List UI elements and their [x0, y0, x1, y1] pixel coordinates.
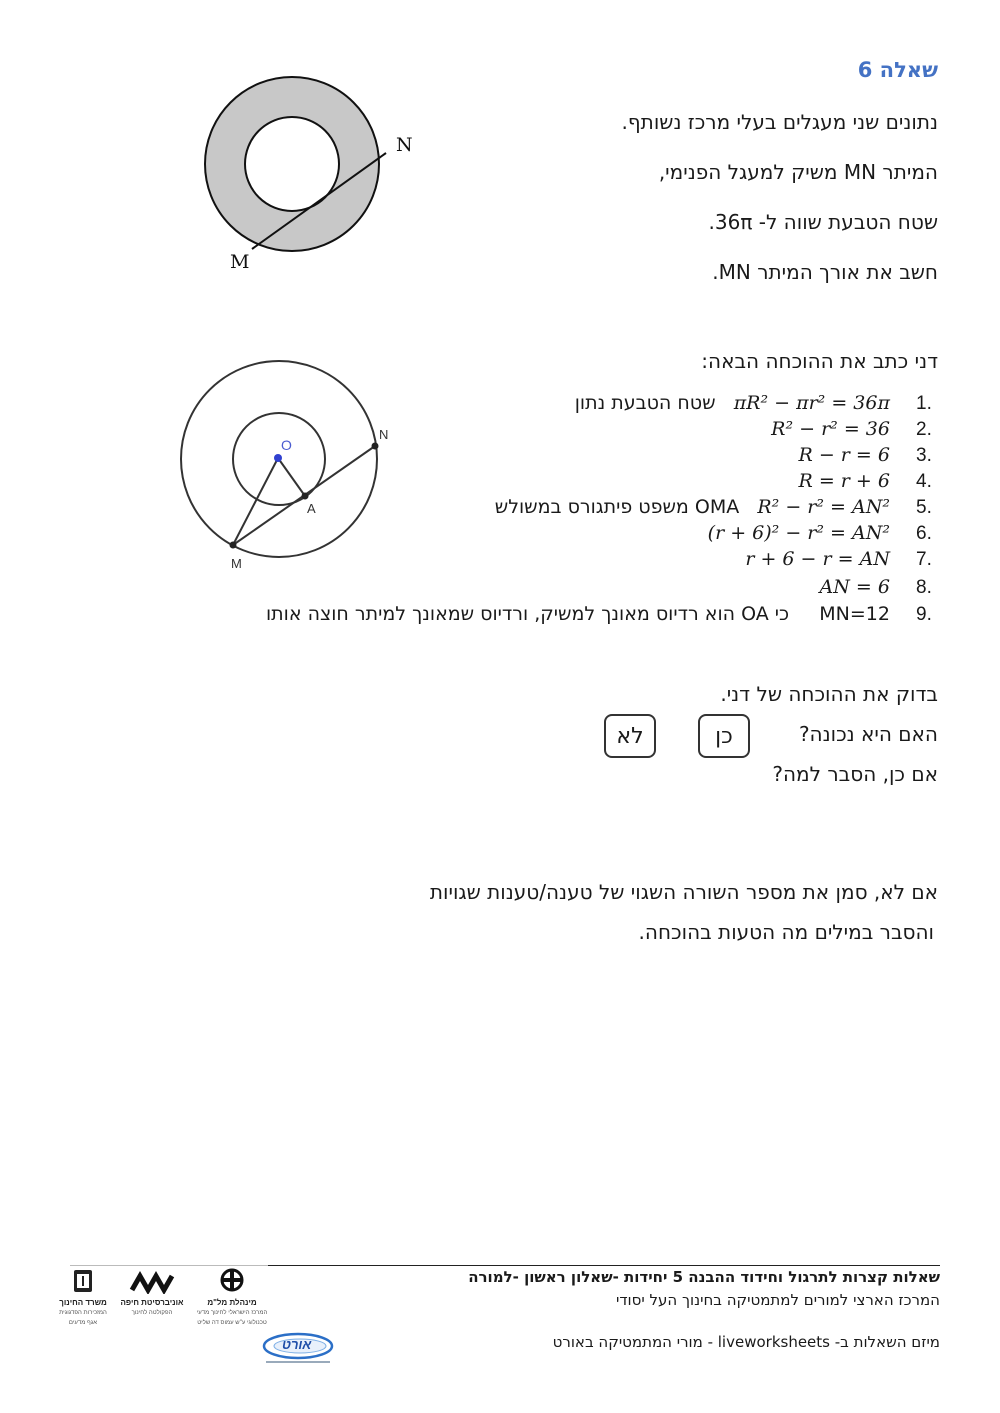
- label-n: N: [396, 134, 413, 156]
- malam-icon: [196, 1268, 268, 1294]
- ort-logo: אורט: [260, 1328, 336, 1370]
- if-no-prompt-2: והסבר במילים מה הטעות בהוכחה.: [638, 920, 934, 944]
- if-no-prompt-1: אם לא, סמן את מספר השורה השגוי של טענה/טענות שגויות: [429, 880, 938, 904]
- label-a: A: [307, 501, 316, 516]
- footer-divider-left: [70, 1265, 268, 1266]
- ministry-logo: משרד החינוך המזכירות הפדגוגית אגף מדעים: [55, 1268, 111, 1328]
- footer-divider: [268, 1265, 940, 1266]
- footer-project: מיזם השאלות ב- liveworksheets - מורי המתמטיקה באורט: [552, 1333, 940, 1351]
- label-m: M: [231, 556, 242, 571]
- point-o: [274, 454, 282, 462]
- proof-step: R = r + 6 4.: [798, 470, 932, 492]
- proof-step: שטח הטבעת נתון πR² − πr² = 36π 1.: [574, 392, 932, 414]
- point-m: [230, 542, 237, 549]
- malam-logo: מינהלת מל"מ המרכז הישראלי לחינוך מדעי טכנולוגי ע"ש עמוס דה שליט: [196, 1268, 268, 1328]
- question-line-4: חשב את אורך המיתר MN.: [712, 260, 938, 284]
- annulus-figure: [190, 75, 430, 275]
- proof-intro: דני כתב את ההוכחה הבאה:: [701, 349, 938, 373]
- no-button[interactable]: לא: [604, 714, 656, 758]
- check-instruction: בדוק את ההוכחה של דני.: [720, 682, 938, 706]
- check-question: האם היא נכונה?: [798, 722, 938, 746]
- proof-step: AN = 6 8.: [819, 576, 932, 598]
- if-yes-prompt: אם כן, הסבר למה?: [772, 762, 938, 786]
- label-n: N: [379, 427, 389, 442]
- question-line-1: נתונים שני מעגלים בעלי מרכז נשותף.: [621, 110, 938, 134]
- haifa-university-icon: [118, 1270, 186, 1294]
- point-n: [372, 443, 379, 450]
- question-line-2: המיתר MN משיק למעגל הפנימי,: [658, 160, 938, 184]
- proof-step: r + 6 − r = AN 7.: [745, 548, 932, 570]
- menorah-icon: [55, 1268, 111, 1294]
- proof-step: R − r = 6 3.: [798, 444, 932, 466]
- question-line-3: שטח הטבעת שווה ל- 36π.: [708, 210, 938, 234]
- yes-button[interactable]: כן: [698, 714, 750, 758]
- haifa-logo: אוניברסיטת חיפה הפקולטה לחינוך: [118, 1270, 186, 1318]
- label-o: O: [281, 437, 292, 453]
- proof-figure: [175, 355, 405, 580]
- proof-step: (r + 6)² − r² = AN² 6.: [707, 522, 932, 544]
- proof-step: R² − r² = 36 2.: [771, 418, 932, 440]
- segment-oa: [278, 458, 305, 496]
- proof-step: כי OA הוא רדיוס מאונך למשיק, ורדיוס שמאונך למיתר חוצה אותו MN=12 9.: [265, 603, 932, 625]
- footer-subtitle: המרכז הארצי למורים למתמטיקה בחינוך העל יסודי: [615, 1291, 940, 1309]
- question-title: שאלה 6: [857, 58, 938, 82]
- proof-step: משפט פיתגורס במשולש OMA R² − r² = AN² 5.: [494, 496, 932, 518]
- footer-title: שאלות קצרות לתרגול וחידוד ההבנה 5 יחידות -שאלון ראשון -למורה: [468, 1268, 940, 1286]
- point-a: [302, 493, 309, 500]
- label-m: M: [230, 251, 250, 273]
- segment-om: [233, 458, 278, 545]
